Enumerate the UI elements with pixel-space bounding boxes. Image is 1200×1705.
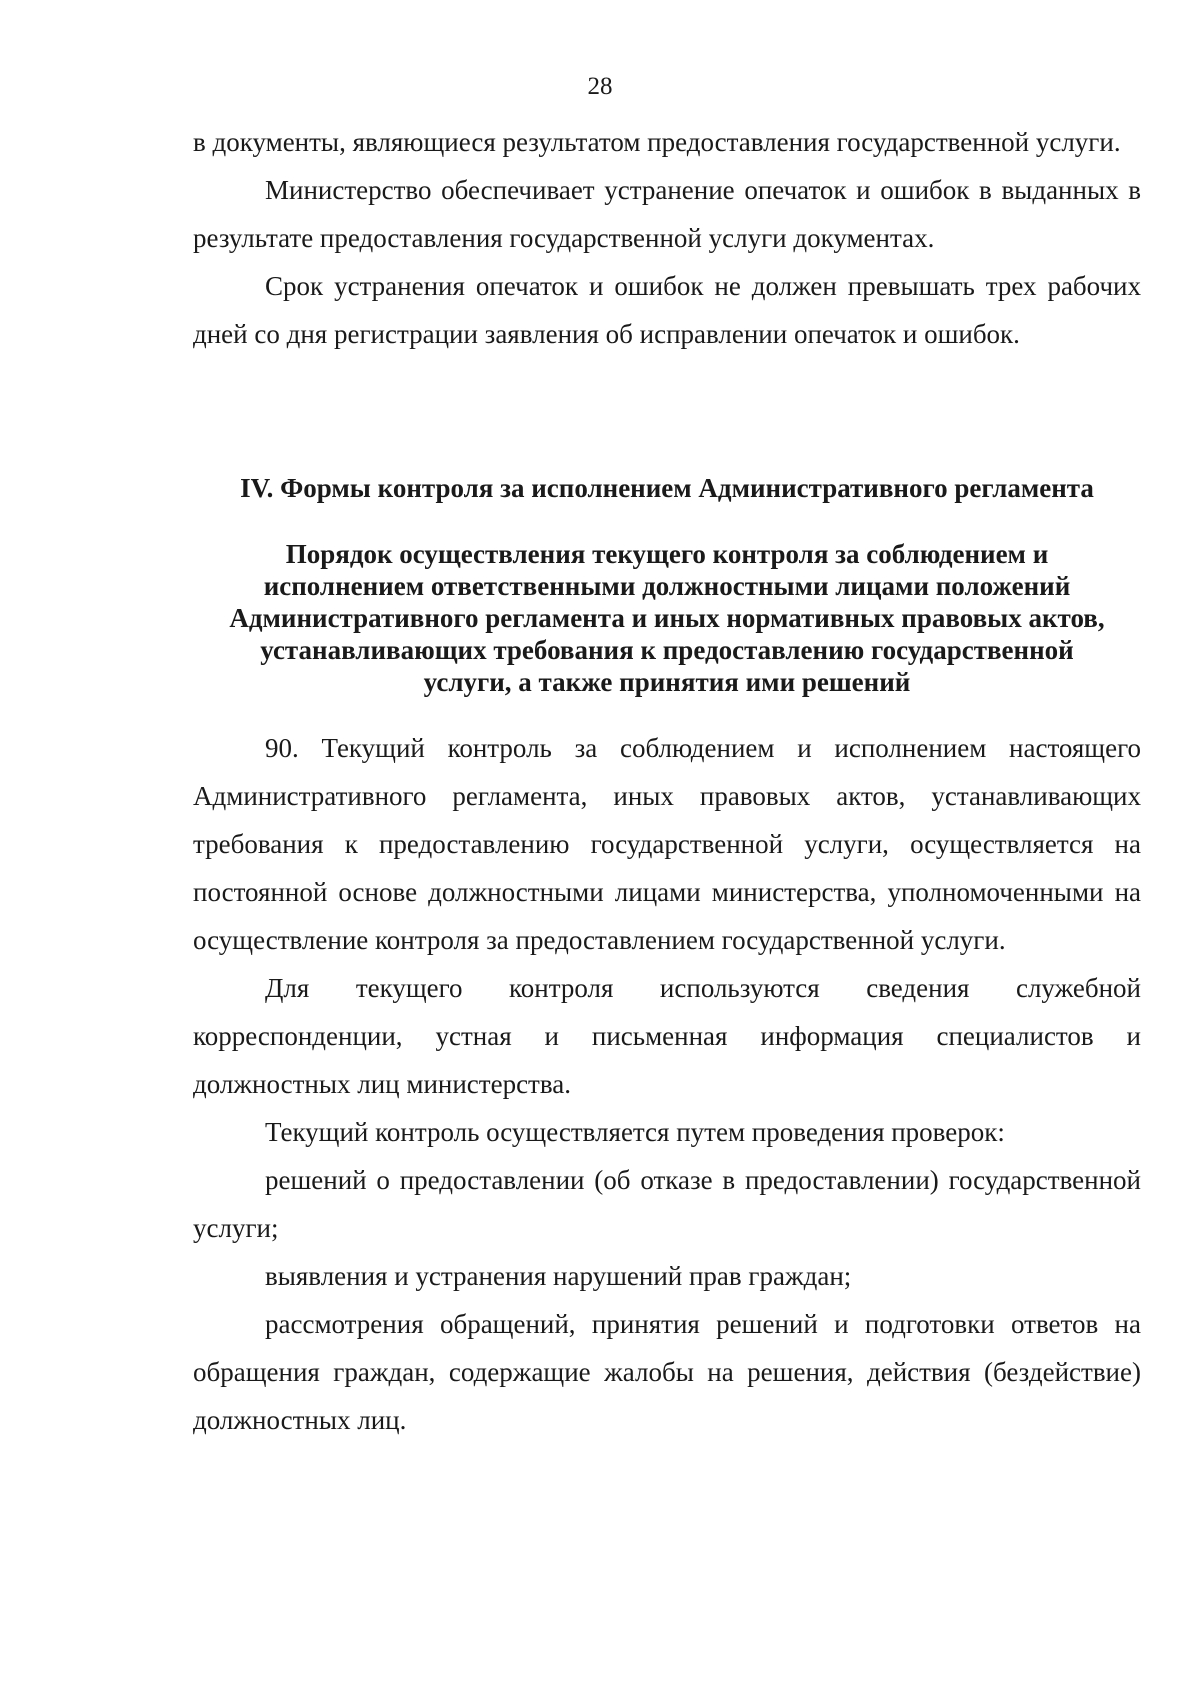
- subsection-title-line: Административного регламента и иных нормативных правовых актов,: [229, 603, 1105, 633]
- section-title: IV. Формы контроля за исполнением Административного регламента: [240, 473, 1094, 503]
- list-item-violations: выявления и устранения нарушений прав граждан;: [265, 1261, 852, 1291]
- paragraph-correction-deadline: Срок устранения опечаток и ошибок не должен превышать трех рабочих дней со дня регистрации заявления об исправлении опечаток и ошибок.: [193, 271, 1141, 349]
- paragraph-sources: Для текущего контроля используются сведения служебной корреспонденции, устная и письменная информация специалистов и должностных лиц министерства.: [193, 973, 1141, 1099]
- subsection-title-line: устанавливающих требования к предоставлению государственной: [260, 635, 1074, 665]
- subsection-title: [193, 538, 1141, 698]
- subsection-title-line: услуги, а также принятия ими решений: [423, 667, 911, 697]
- list-item-appeals: рассмотрения обращений, принятия решений и подготовки ответов на обращения граждан, содержащие жалобы на решения, действия (бездействие) должностных лиц.: [193, 1309, 1141, 1435]
- main-text: [193, 724, 1141, 1444]
- list-item-decisions: решений о предоставлении (об отказе в предоставлении) государственной услуги;: [193, 1165, 1141, 1243]
- subsection-title-line: исполнением ответственными должностными лицами положений: [263, 571, 1071, 601]
- paragraph-ministry-corrections: Министерство обеспечивает устранение опечаток и ошибок в выданных в результате предоставления государственной услуги документах.: [193, 175, 1141, 253]
- subsection-title-line: Порядок осуществления текущего контроля за соблюдением и: [285, 539, 1049, 569]
- page-number: 28: [587, 73, 613, 100]
- paragraph-continuation: в документы, являющиеся результатом предоставления государственной услуги.: [193, 127, 1121, 157]
- intro-text: [193, 118, 1141, 358]
- paragraph-90: 90. Текущий контроль за соблюдением и исполнением настоящего Административного регламента, иных правовых актов, устанавливающих требования к предоставлению государственной услуги, осуществляется на постоянной основе должностными лицами министерства, уполномоченными на осуществление контроля за предоставлением государственной услуги.: [193, 733, 1141, 955]
- paragraph-checks-intro: Текущий контроль осуществляется путем проведения проверок:: [265, 1117, 1005, 1147]
